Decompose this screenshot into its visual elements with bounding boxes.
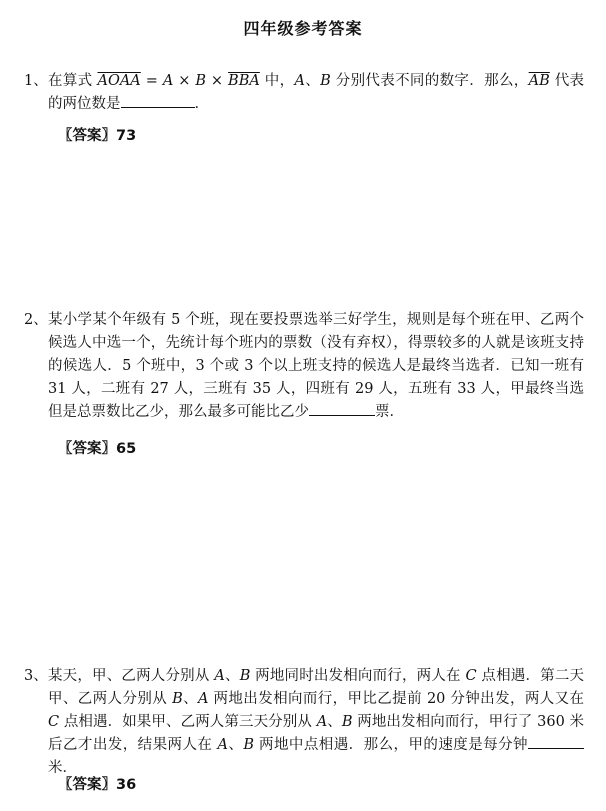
question-1 [24, 70, 584, 116]
question-text: 在算式 AOAA = $A \times B \times \overline{BBA}$ 中，A、B 分别代表不同的数字．那么，$\overline{AB}$ 代表的两位数是 ． [48, 73, 585, 112]
question-number: 3、 [24, 668, 48, 684]
answer-blank [309, 401, 375, 416]
answer-blank [528, 734, 584, 749]
answer-blank [121, 93, 195, 108]
answer-value: 73 [116, 128, 137, 144]
overline-expression: $\overline{AB}$ [528, 73, 550, 89]
question-2 [24, 309, 584, 424]
overline-expression: $\overline{BBA}$ [228, 73, 260, 89]
answer-1: 〖答案〗73 [58, 128, 137, 144]
question-number: 1、 [24, 73, 48, 89]
page-title: 四年级参考答案 [243, 19, 363, 38]
question-number: 2、 [24, 312, 48, 328]
answer-value: 65 [116, 441, 137, 457]
answer-3: 〖答案〗36 [58, 777, 137, 793]
answer-value: 36 [116, 777, 137, 793]
question-text: 某小学某个年级有 5 个班，现在要投票选举三好学生，规则是每个班在甲、乙两个候选人中选一个，先统计每个班内的票数（没有弃权），得票较多的人就是该班支持的候选人．5 个班中，3 个或 3 个以上班支持的候选人是最终当选者．已知一班有 31 人，二班有 27 人，三班有 35 人，四班有 29 人，五班有 33 人，甲最终当选但是总票数比乙少，那么最多可能比乙少 票． [48, 312, 584, 420]
answer-2: 〖答案〗65 [58, 441, 137, 457]
overline-expression: AOAA [97, 73, 141, 89]
question-text: 某天，甲、乙两人分别从 A、B 两地同时出发相向而行，两人在 C 点相遇．第二天甲、乙两人分别从 B、A 两地出发相向而行，甲比乙提前 20 分钟出发，两人又在 C 点相遇．如果甲、乙两人第三天分别从 A、B 两地出发相向而行，甲行了 360 米后乙才出发，结果两人在 A、B 两地中点相遇．那么，甲的速度是每分钟米． [48, 668, 585, 776]
question-3 [24, 665, 584, 780]
